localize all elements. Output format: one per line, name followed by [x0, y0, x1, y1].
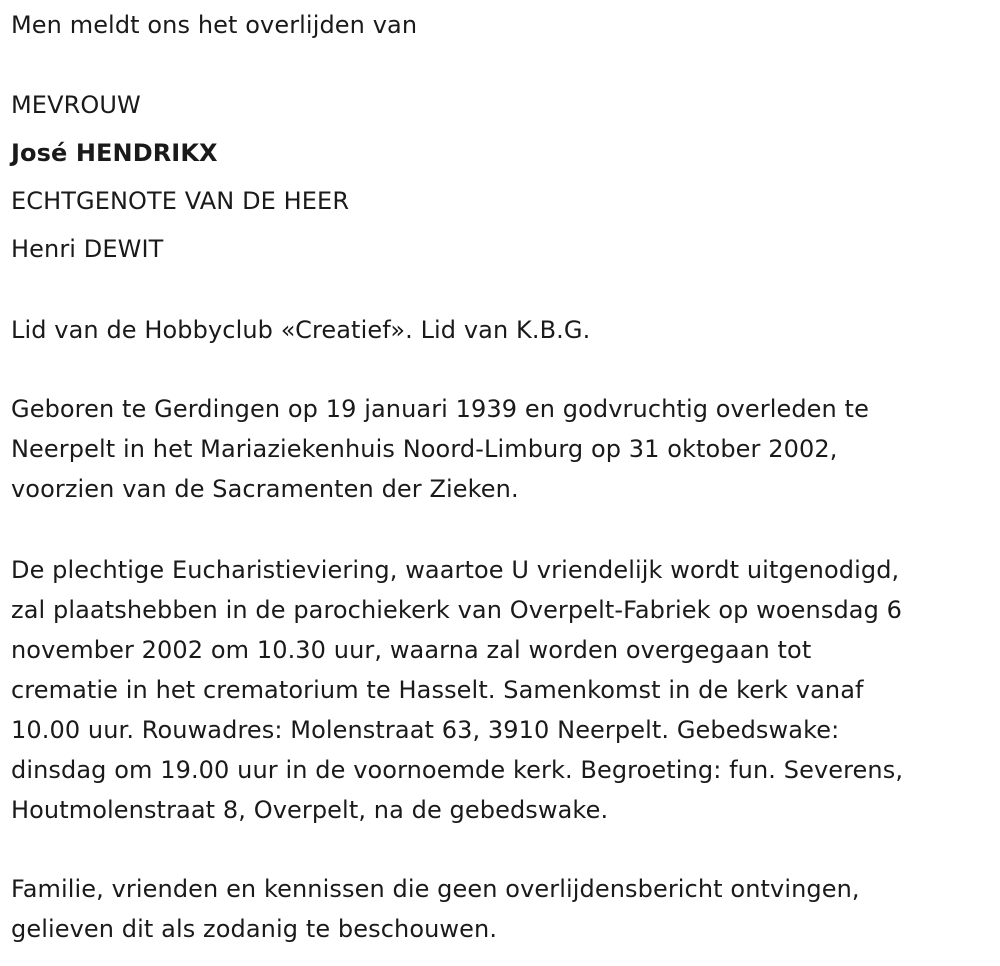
intro-text: Men meldt ons het overlijden van [11, 11, 418, 39]
paragraph-line: dinsdag om 19.00 uur in de voornoemde kerk. Begroeting: fun. Severens, [11, 756, 904, 784]
closing-paragraph [11, 869, 993, 949]
paragraph-line: voorzien van de Sacramenten der Zieken. [11, 475, 519, 503]
birth-death-paragraph [11, 389, 993, 509]
paragraph-line: zal plaatshebben in de parochiekerk van Overpelt-Fabriek op woensdag 6 [11, 596, 903, 624]
deceased-name: José HENDRIKX [11, 139, 218, 167]
ceremony-paragraph [11, 550, 993, 830]
spouse-prefix: ECHTGENOTE VAN DE HEER [11, 187, 350, 215]
paragraph-line: Neerpelt in het Mariaziekenhuis Noord-Limburg op 31 oktober 2002, [11, 435, 838, 463]
paragraph-line: Houtmolenstraat 8, Overpelt, na de gebedswake. [11, 796, 609, 824]
paragraph-line: Geboren te Gerdingen op 19 januari 1939 en godvruchtig overleden te [11, 395, 869, 423]
paragraph-line: gelieven dit als zodanig te beschouwen. [11, 915, 498, 943]
paragraph-line: 10.00 uur. Rouwadres: Molenstraat 63, 3910 Neerpelt. Gebedswake: [11, 716, 840, 744]
paragraph-line: crematie in het crematorium te Hasselt. Samenkomst in de kerk vanaf [11, 676, 864, 704]
spouse-name: Henri DEWIT [11, 235, 164, 263]
paragraph-line: Familie, vrienden en kennissen die geen overlijdensbericht ontvingen, [11, 875, 860, 903]
paragraph-line: november 2002 om 10.30 uur, waarna zal worden overgegaan tot [11, 636, 812, 664]
membership-text: Lid van de Hobbyclub «Creatief». Lid van K.B.G. [11, 316, 591, 344]
title-prefix: MEVROUW [11, 91, 141, 119]
paragraph-line: De plechtige Eucharistieviering, waartoe U vriendelijk wordt uitgenodigd, [11, 556, 900, 584]
